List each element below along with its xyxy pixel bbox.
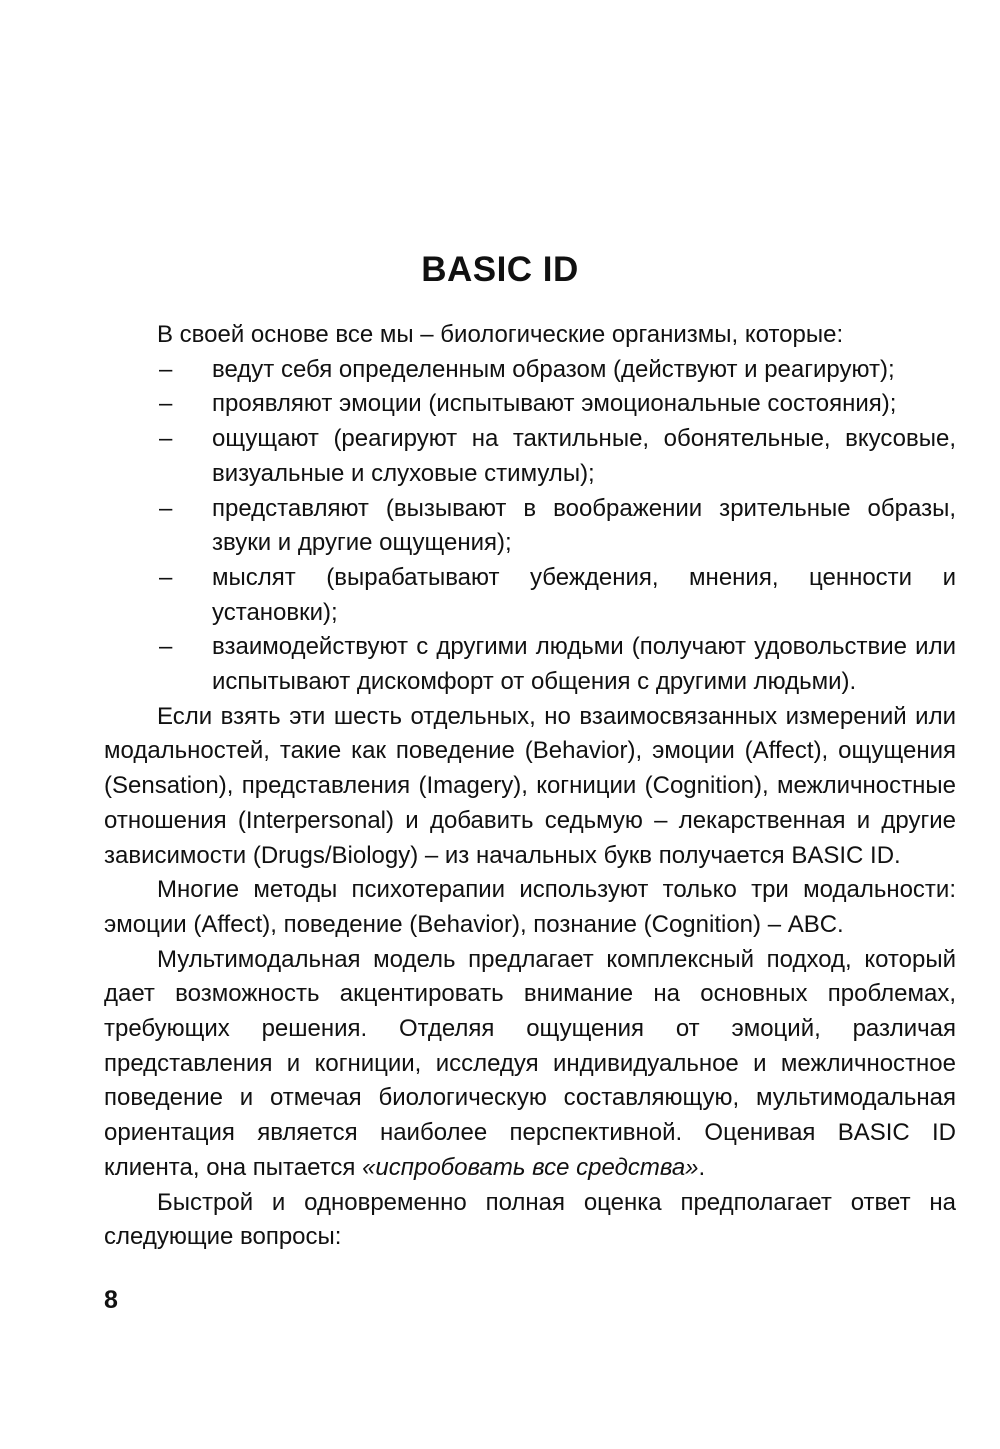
list-item	[104, 630, 956, 699]
list-item	[104, 353, 956, 388]
list-dash: –	[159, 425, 173, 453]
paragraph-abc: Многие методы психотерапии используют только три модальности: эмоции (Affect), поведение (Behavior), познание (Cognition) – ABC.	[104, 876, 956, 938]
list-item-text: ощущают (реагируют на тактильные, обонятельные, вкусовые, визуальные и слуховые стимулы);	[212, 425, 956, 487]
list-item	[104, 422, 956, 491]
intro-paragraph: В своей основе все мы – биологические организмы, которые:	[157, 321, 844, 348]
paragraph-questions: Быстрой и одновременно полная оценка предполагает ответ на следующие вопросы:	[104, 1188, 956, 1251]
list-dash: –	[159, 563, 173, 591]
paragraph-multimodal-quote: «испробовать все средства»	[362, 1153, 699, 1181]
list-item	[104, 492, 956, 561]
list-dash: –	[159, 494, 173, 522]
paragraph-multimodal	[104, 943, 956, 1186]
list-item-text: представляют (вызывают в воображении зрительные образы, звуки и другие ощущения);	[212, 494, 956, 557]
page-number: 8	[104, 1286, 118, 1314]
list-dash: –	[159, 633, 173, 661]
list-dash: –	[159, 390, 173, 418]
paragraph-multimodal-end: .	[698, 1153, 706, 1181]
list-item-text: мыслят (вырабатывают убеждения, мнения, ценности и установки);	[212, 563, 956, 626]
paragraph-basic-id: Если взять эти шесть отдельных, но взаимосвязанных измерений или модальностей, такие как поведение (Behavior), эмоции (Affect), ощущения (Sensation), представления (Imagery), когниции (Cognition), межличностные отношения (Interpersonal) и добавить седьмую – лекарственная и другие зависимости (Drugs/Biology) – из начальных букв получается BASIC ID.	[104, 702, 956, 869]
list-dash: –	[159, 355, 173, 383]
paragraph-multimodal-text: Мультимодальная модель предлагает комплексный подход, который дает возможность акцентировать внимание на основных проблемах, требующих решения. Отделяя ощущения от эмоций, различая представления и когниции, исследуя индивидуальное и межличностное поведение и отмечая биологическую составляющую, мультимодальная ориентация является наиболее перспективной. Оценивая BASIC ID клиента, она пытается	[104, 945, 956, 1181]
list-item	[104, 387, 956, 422]
list-item-text: ведут себя определенным образом (действуют и реагируют);	[212, 355, 895, 383]
list-item	[104, 561, 956, 630]
list-item-text: взаимодействуют с другими людьми (получают удовольствие или испытывают дискомфорт от общения с другими людьми).	[212, 633, 956, 696]
page-title: BASIC ID	[421, 250, 579, 289]
list-item-text: проявляют эмоции (испытывают эмоциональные состояния);	[212, 390, 897, 418]
modalities-list	[104, 353, 956, 700]
body-text	[104, 318, 956, 1255]
